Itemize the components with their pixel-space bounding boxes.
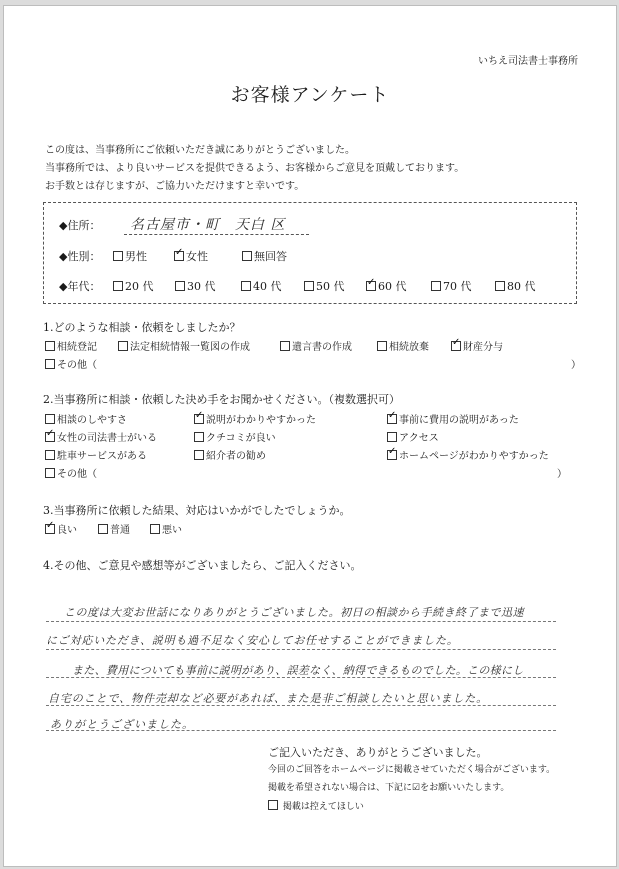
optout-checkbox-item[interactable]: 掲載は控えてほしい — [268, 799, 364, 812]
q2-option-referral[interactable]: 紹介者の勧め — [194, 447, 266, 462]
age-option-80s[interactable]: 80 代 — [495, 278, 536, 294]
q2-option-good-reviews[interactable]: クチコミが良い — [194, 429, 276, 444]
checkbox-icon[interactable] — [175, 281, 185, 291]
gender-option-no-answer[interactable]: 無回答 — [242, 248, 287, 264]
q2-title: 2.当事務所に相談・依頼した決め手をお聞かせください。（複数選択可） — [43, 393, 400, 406]
age-label: ◆年代： — [59, 280, 101, 293]
q4-handwritten-line-2: にご対応いただき、説明も過不足なく安心してお任せすることができました。 — [46, 634, 459, 647]
checkbox-icon[interactable] — [118, 341, 128, 351]
address-label: ◆住所： — [59, 219, 101, 232]
q2-option-website[interactable]: ✓ ホームページがわかりやすかった — [387, 447, 549, 462]
page-title: お客様アンケート — [230, 84, 390, 106]
q4-handwritten-line-4: 自宅のことで、物件売却など必要があれば、また是非ご相談したいと思いました。 — [48, 692, 489, 705]
age-option-60s[interactable]: ✓ 60 代 — [366, 278, 407, 294]
q2-other-close: ） — [557, 469, 567, 480]
footer-thanks: ご記入いただき、ありがとうございました。 — [268, 746, 488, 759]
q1-option-will-drafting[interactable]: 遺言書の作成 — [280, 338, 352, 353]
q4-handwritten-line-5: ありがとうございました。 — [50, 718, 194, 731]
q3-option-bad[interactable]: 悪い — [150, 521, 182, 536]
checkbox-checked-icon[interactable] — [387, 414, 397, 424]
age-option-20s[interactable]: 20 代 — [113, 278, 154, 294]
q1-title: 1.どのような相談・依頼をしましたか？ — [43, 321, 241, 334]
age-option-40s[interactable]: 40 代 — [241, 278, 282, 294]
q1-option-property-division[interactable]: ✓ 財産分与 — [451, 338, 503, 353]
checkbox-icon[interactable] — [431, 281, 441, 291]
gender-option-female[interactable]: ✓ 女性 — [174, 248, 208, 264]
gender-option-male[interactable]: 男性 — [113, 248, 147, 264]
checkbox-icon[interactable] — [194, 450, 204, 460]
checkbox-checked-icon[interactable] — [45, 524, 55, 534]
intro-line-2: 当事務所では、より良いサービスを提供できるよう、お客様からご意見を頂戴しております。 — [45, 163, 465, 174]
answer-line — [46, 621, 556, 622]
checkbox-checked-icon[interactable] — [45, 432, 55, 442]
footer-note-2: 掲載を希望されない場合は、下記に☑をお願いいたします。 — [268, 783, 510, 793]
checkbox-icon[interactable] — [45, 414, 55, 424]
checkbox-checked-icon[interactable] — [174, 251, 184, 261]
q2-option-access[interactable]: アクセス — [387, 429, 439, 444]
checkbox-checked-icon[interactable] — [451, 341, 461, 351]
answer-line — [46, 730, 556, 731]
q3-title: 3.当事務所に依頼した結果、対応はいかがでしたでしょうか。 — [43, 504, 351, 517]
checkbox-icon[interactable] — [377, 341, 387, 351]
checkbox-icon[interactable] — [280, 341, 290, 351]
checkbox-checked-icon[interactable] — [366, 281, 376, 291]
survey-page — [3, 5, 617, 867]
checkbox-icon[interactable] — [304, 281, 314, 291]
q2-option-ease-of-consultation[interactable]: 相談のしやすさ — [45, 411, 127, 426]
answer-line — [46, 677, 556, 678]
checkbox-icon[interactable] — [45, 359, 55, 369]
answer-line — [46, 705, 556, 706]
checkbox-icon[interactable] — [45, 341, 55, 351]
q2-option-female-scrivener[interactable]: ✓女性の司法書士がいる — [45, 429, 157, 444]
checkbox-icon[interactable] — [194, 432, 204, 442]
age-option-70s[interactable]: 70 代 — [431, 278, 472, 294]
checkbox-icon[interactable] — [113, 281, 123, 291]
checkbox-checked-icon[interactable] — [387, 450, 397, 460]
q3-option-good[interactable]: ✓良い — [45, 521, 77, 536]
address-underline — [124, 234, 309, 235]
q2-option-other[interactable]: その他（ — [45, 465, 97, 480]
q1-option-inheritance-renunciation[interactable]: 相続放棄 — [377, 338, 429, 353]
q2-option-parking[interactable]: 駐車サービスがある — [45, 447, 147, 462]
checkbox-checked-icon[interactable] — [194, 414, 204, 424]
checkbox-icon[interactable] — [241, 281, 251, 291]
gender-label: ◆性別： — [59, 250, 101, 263]
q2-option-clear-explanation[interactable]: ✓ 説明がわかりやすかった — [194, 411, 316, 426]
q1-option-inheritance-registration[interactable]: 相続登記 — [45, 338, 97, 353]
checkbox-icon[interactable] — [387, 432, 397, 442]
checkbox-icon[interactable] — [45, 468, 55, 478]
answer-line — [46, 649, 556, 650]
checkbox-icon[interactable] — [242, 251, 252, 261]
checkbox-icon[interactable] — [495, 281, 505, 291]
q4-handwritten-line-1: この度は大変お世話になりありがとうございました。初日の相談から手続き終了まで迅速 — [64, 606, 524, 619]
intro-line-1: この度は、当事務所にご依頼いただき誠にありがとうございました。 — [45, 145, 355, 156]
office-name: いちえ司法書士事務所 — [478, 56, 578, 67]
checkbox-icon[interactable] — [98, 524, 108, 534]
checkbox-icon[interactable] — [113, 251, 123, 261]
q4-handwritten-line-3: また、費用についても事前に説明があり、誤差なく、納得できるものでした。この様にし — [72, 664, 524, 677]
q1-option-statutory-inheritance-chart[interactable]: 法定相続情報一覧図の作成 — [118, 338, 250, 353]
footer-note-1: 今回のご回答をホームページに掲載させていただく場合がございます。 — [268, 765, 556, 775]
q3-option-average[interactable]: 普通 — [98, 521, 130, 536]
q1-other-close: ） — [571, 360, 581, 371]
q1-option-other[interactable]: その他（ — [45, 356, 97, 371]
q2-option-fee-explained[interactable]: ✓ 事前に費用の説明があった — [387, 411, 519, 426]
checkbox-icon[interactable] — [268, 800, 278, 810]
address-handwritten: 名古屋市・町 天白 区 — [130, 217, 286, 233]
checkbox-icon[interactable] — [150, 524, 160, 534]
q4-title: 4.その他、ご意見や感想等がございましたら、ご記入ください。 — [43, 559, 362, 572]
intro-line-3: お手数とは存じますが、ご協力いただけますと幸いです。 — [45, 181, 305, 192]
age-option-30s[interactable]: 30 代 — [175, 278, 216, 294]
checkbox-icon[interactable] — [45, 450, 55, 460]
age-option-50s[interactable]: 50 代 — [304, 278, 345, 294]
